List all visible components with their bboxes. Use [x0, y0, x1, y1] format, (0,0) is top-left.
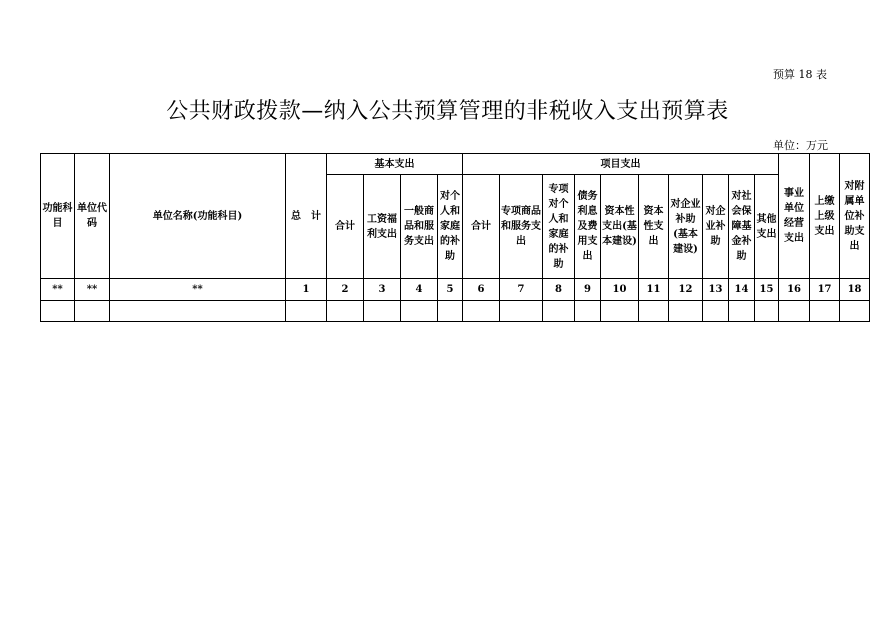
num-cell: ** [41, 279, 75, 301]
header-project-special-personal: 专项对个人和家庭的补助 [543, 175, 575, 279]
header-basic-subtotal: 合计 [327, 175, 364, 279]
data-cell [755, 301, 779, 322]
header-project-enterprise-base: 对企业补助(基本建设) [669, 175, 703, 279]
header-basic-wages: 工资福利支出 [364, 175, 401, 279]
header-project-debt: 债务利息及费用支出 [575, 175, 601, 279]
header-project-capital: 资本性支出 [639, 175, 669, 279]
num-cell: 17 [810, 279, 840, 301]
data-cell [286, 301, 327, 322]
data-cell [110, 301, 286, 322]
num-cell: 14 [729, 279, 755, 301]
data-cell [669, 301, 703, 322]
header-unit-name: 单位名称(功能科目) [110, 154, 286, 279]
num-cell: 2 [327, 279, 364, 301]
data-cell [401, 301, 438, 322]
data-cell [810, 301, 840, 322]
header-project-enterprise: 对企业补助 [703, 175, 729, 279]
num-cell: 8 [543, 279, 575, 301]
num-cell: 15 [755, 279, 779, 301]
header-business: 事业单位经营支出 [779, 154, 810, 279]
header-basic-personal: 对个人和家庭的补助 [438, 175, 463, 279]
data-cell [601, 301, 639, 322]
data-cell [364, 301, 401, 322]
data-cell [840, 301, 870, 322]
num-cell: 3 [364, 279, 401, 301]
budget-table [40, 153, 870, 322]
data-cell [779, 301, 810, 322]
data-cell [438, 301, 463, 322]
data-cell [703, 301, 729, 322]
num-cell: 9 [575, 279, 601, 301]
header-project-special-goods: 专项商品和服务支出 [500, 175, 543, 279]
header-basic-group: 基本支出 [327, 154, 463, 175]
num-cell: ** [110, 279, 286, 301]
data-cell [639, 301, 669, 322]
header-project-subtotal: 合计 [463, 175, 500, 279]
form-number: 预算 18 表 [773, 68, 827, 81]
unit-label: 单位：万元 [773, 139, 828, 152]
header-unit-code: 单位代码 [75, 154, 110, 279]
num-cell: 5 [438, 279, 463, 301]
num-cell: 10 [601, 279, 639, 301]
data-cell [543, 301, 575, 322]
num-cell: 6 [463, 279, 500, 301]
data-cell [75, 301, 110, 322]
header-upper: 上缴上级支出 [810, 154, 840, 279]
header-project-group: 项目支出 [463, 154, 779, 175]
num-cell: 13 [703, 279, 729, 301]
header-func-code: 功能科目 [41, 154, 75, 279]
header-total: 总 计 [286, 154, 327, 279]
num-cell: 7 [500, 279, 543, 301]
num-cell: 1 [286, 279, 327, 301]
page-title: 公共财政拨款—纳入公共预算管理的非税收入支出预算表 [166, 99, 729, 124]
num-cell: ** [75, 279, 110, 301]
num-cell: 18 [840, 279, 870, 301]
data-cell [41, 301, 75, 322]
header-project-social: 对社会保障基金补助 [729, 175, 755, 279]
data-cell [729, 301, 755, 322]
num-cell: 11 [639, 279, 669, 301]
data-cell [500, 301, 543, 322]
header-project-capital-base: 资本性支出(基本建设) [601, 175, 639, 279]
num-cell: 4 [401, 279, 438, 301]
header-project-other: 其他支出 [755, 175, 779, 279]
num-cell: 12 [669, 279, 703, 301]
header-basic-goods: 一般商品和服务支出 [401, 175, 438, 279]
data-cell [575, 301, 601, 322]
data-cell [463, 301, 500, 322]
data-cell [327, 301, 364, 322]
header-subsidiary: 对附属单位补助支出 [840, 154, 870, 279]
num-cell: 16 [779, 279, 810, 301]
